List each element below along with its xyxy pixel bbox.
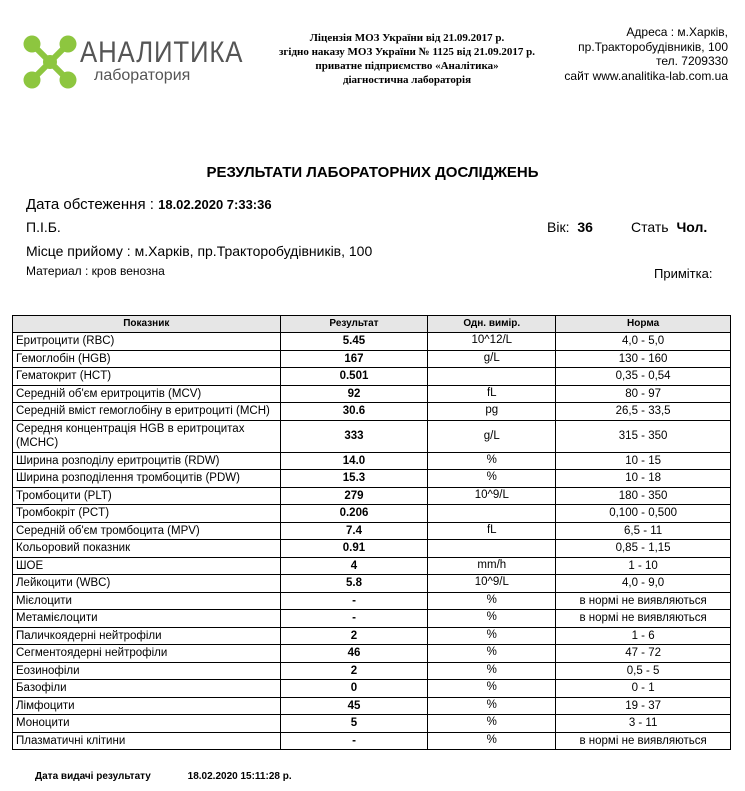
result-cell: 0.501 [280, 368, 428, 386]
norm-cell: 3 - 11 [556, 715, 731, 733]
indicator-cell: Тромбоцити (PLT) [13, 487, 281, 505]
indicator-cell: Паличкоядерні нейтрофіли [13, 627, 281, 645]
issue-date-field [35, 771, 292, 782]
unit-cell: % [428, 697, 556, 715]
indicator-cell: Моноцити [13, 715, 281, 733]
indicator-cell: Лейкоцити (WBC) [13, 575, 281, 593]
norm-cell: 0,85 - 1,15 [556, 540, 731, 558]
results-table [12, 315, 731, 750]
table-row [13, 403, 731, 421]
address-line: Адреса : м.Харків, [626, 25, 728, 39]
result-cell: 45 [280, 697, 428, 715]
indicator-cell: Сегментоядерні нейтрофіли [13, 645, 281, 663]
patient-name-label: П.І.Б. [26, 219, 61, 235]
license-line: приватне підприємство «Аналітика» [315, 60, 499, 72]
norm-cell: 180 - 350 [556, 487, 731, 505]
indicator-cell: Гематокрит (HCT) [13, 368, 281, 386]
exam-date-label: Дата обстеження : [26, 196, 154, 213]
table-row [13, 522, 731, 540]
norm-cell: в нормі не виявляються [556, 732, 731, 750]
table-row [13, 452, 731, 470]
table-row [13, 540, 731, 558]
indicator-cell: Тромбокріт (PCT) [13, 505, 281, 523]
age-value: 36 [577, 219, 593, 235]
unit-cell: % [428, 662, 556, 680]
norm-cell: 80 - 97 [556, 385, 731, 403]
address-line: тел. 7209330 [655, 54, 728, 68]
unit-cell: 10^9/L [428, 487, 556, 505]
address-block [564, 25, 728, 83]
result-cell: 5.8 [280, 575, 428, 593]
unit-cell: 10^9/L [428, 575, 556, 593]
result-cell: 0.206 [280, 505, 428, 523]
result-cell: - [280, 592, 428, 610]
reception-place-value: м.Харків, пр.Тракторобудівників, 100 [134, 243, 373, 259]
unit-cell [428, 540, 556, 558]
logo-name: АНАЛИТИКА [80, 36, 244, 69]
address-line: сайт www.analitika-lab.com.ua [564, 68, 728, 83]
issue-date-value: 18.02.2020 15:11:28 р. [187, 771, 292, 782]
norm-cell: 0 - 1 [556, 680, 731, 698]
result-cell: 7.4 [280, 522, 428, 540]
unit-cell: % [428, 592, 556, 610]
table-row [13, 368, 731, 386]
result-cell: 92 [280, 385, 428, 403]
result-cell: - [280, 732, 428, 750]
indicator-cell: Еритроцити (RBC) [13, 333, 281, 351]
result-cell: 279 [280, 487, 428, 505]
column-header-result: Результат [280, 316, 428, 333]
address-line: пр.Тракторобудівників, 100 [578, 39, 728, 54]
sex-value: Чол. [676, 219, 708, 235]
norm-cell: 6,5 - 11 [556, 522, 731, 540]
unit-cell: g/L [428, 420, 556, 452]
norm-cell: 19 - 37 [556, 697, 731, 715]
unit-cell: % [428, 645, 556, 663]
table-row [13, 557, 731, 575]
unit-cell: pg [428, 403, 556, 421]
logo-subtitle: лаборатория [94, 67, 191, 84]
table-row [13, 575, 731, 593]
table-row [13, 715, 731, 733]
material-field [26, 264, 165, 278]
result-cell: 0.91 [280, 540, 428, 558]
indicator-cell: Еозинофіли [13, 662, 281, 680]
unit-cell: % [428, 732, 556, 750]
result-cell: 0 [280, 680, 428, 698]
result-cell: 333 [280, 420, 428, 452]
reception-place-label: Місце прийому : [26, 243, 131, 259]
indicator-cell: Середній об'єм тромбоцита (MPV) [13, 522, 281, 540]
table-row [13, 645, 731, 663]
table-row [13, 470, 731, 488]
column-header-unit: Одн. вимір. [428, 316, 556, 333]
unit-cell [428, 505, 556, 523]
unit-cell: mm/h [428, 557, 556, 575]
material-label: Материал : [26, 264, 89, 278]
indicator-cell: Лімфоцити [13, 697, 281, 715]
indicator-cell: Базофіли [13, 680, 281, 698]
norm-cell: 1 - 10 [556, 557, 731, 575]
table-row [13, 487, 731, 505]
norm-cell: 0,100 - 0,500 [556, 505, 731, 523]
unit-cell: fL [428, 385, 556, 403]
exam-date-value: 18.02.2020 7:33:36 [158, 197, 272, 212]
sex-field [631, 219, 707, 235]
result-cell: 5 [280, 715, 428, 733]
norm-cell: в нормі не виявляються [556, 592, 731, 610]
table-row [13, 333, 731, 351]
result-cell: - [280, 610, 428, 628]
license-line: згідно наказу МОЗ України № 1125 від 21.09.2017 р. [278, 46, 536, 58]
norm-cell: 47 - 72 [556, 645, 731, 663]
age-label: Вік: [547, 219, 570, 235]
issue-date-label: Дата видачі результату [35, 771, 151, 782]
table-row [13, 697, 731, 715]
norm-cell: 1 - 6 [556, 627, 731, 645]
result-cell: 15.3 [280, 470, 428, 488]
unit-cell: % [428, 470, 556, 488]
norm-cell: 0,35 - 0,54 [556, 368, 731, 386]
column-header-norm: Норма [556, 316, 731, 333]
unit-cell: % [428, 715, 556, 733]
norm-cell: 130 - 160 [556, 350, 731, 368]
indicator-cell: Середній об'єм еритроцитів (MCV) [13, 385, 281, 403]
indicator-cell: Кольоровий показник [13, 540, 281, 558]
results-table-body [13, 333, 731, 750]
age-field [547, 219, 593, 235]
indicator-cell: Мієлоцити [13, 592, 281, 610]
indicator-cell: Гемоглобін (HGB) [13, 350, 281, 368]
norm-cell: 10 - 15 [556, 452, 731, 470]
result-cell: 14.0 [280, 452, 428, 470]
table-row [13, 627, 731, 645]
result-cell: 30.6 [280, 403, 428, 421]
note-label: Примітка: [654, 266, 713, 281]
indicator-cell: ШОЕ [13, 557, 281, 575]
indicator-cell: Ширина розподілу еритроцитів (RDW) [13, 452, 281, 470]
unit-cell: % [428, 627, 556, 645]
reception-place-field [26, 243, 372, 259]
table-row [13, 662, 731, 680]
norm-cell: 10 - 18 [556, 470, 731, 488]
lab-logo [22, 34, 244, 90]
result-cell: 5.45 [280, 333, 428, 351]
license-block [262, 31, 552, 87]
table-row [13, 732, 731, 750]
result-cell: 167 [280, 350, 428, 368]
unit-cell: % [428, 610, 556, 628]
unit-cell: g/L [428, 350, 556, 368]
table-row [13, 350, 731, 368]
table-row [13, 505, 731, 523]
result-cell: 2 [280, 627, 428, 645]
unit-cell [428, 368, 556, 386]
table-row [13, 420, 731, 452]
exam-date-field [26, 196, 272, 213]
sex-label: Стать [631, 219, 669, 235]
norm-cell: 4,0 - 5,0 [556, 333, 731, 351]
result-cell: 2 [280, 662, 428, 680]
norm-cell: 315 - 350 [556, 420, 731, 452]
unit-cell: % [428, 680, 556, 698]
norm-cell: в нормі не виявляються [556, 610, 731, 628]
table-row [13, 385, 731, 403]
indicator-cell: Середня концентрація HGB в еритроцитах (MCHC) [13, 420, 281, 452]
license-line: Ліцензія МОЗ України від 21.09.2017 р. [309, 32, 505, 44]
unit-cell: 10^12/L [428, 333, 556, 351]
norm-cell: 4,0 - 9,0 [556, 575, 731, 593]
table-header-row [13, 316, 731, 333]
table-row [13, 592, 731, 610]
license-line: діагностична лабораторія [342, 74, 472, 86]
result-cell: 46 [280, 645, 428, 663]
indicator-cell: Плазматичні клітини [13, 732, 281, 750]
table-row [13, 680, 731, 698]
indicator-cell: Метамієлоцити [13, 610, 281, 628]
norm-cell: 26,5 - 33,5 [556, 403, 731, 421]
material-value: кров венозна [91, 264, 165, 278]
result-cell: 4 [280, 557, 428, 575]
indicator-cell: Середній вміст гемоглобіну в еритроциті (MCH) [13, 403, 281, 421]
norm-cell: 0,5 - 5 [556, 662, 731, 680]
table-row [13, 610, 731, 628]
page-title: РЕЗУЛЬТАТИ ЛАБОРАТОРНИХ ДОСЛІДЖЕНЬ [206, 164, 539, 181]
unit-cell: fL [428, 522, 556, 540]
column-header-indicator: Показник [13, 316, 281, 333]
unit-cell: % [428, 452, 556, 470]
molecule-logo-icon [22, 34, 78, 90]
indicator-cell: Ширина розподілення тромбоцитів (PDW) [13, 470, 281, 488]
